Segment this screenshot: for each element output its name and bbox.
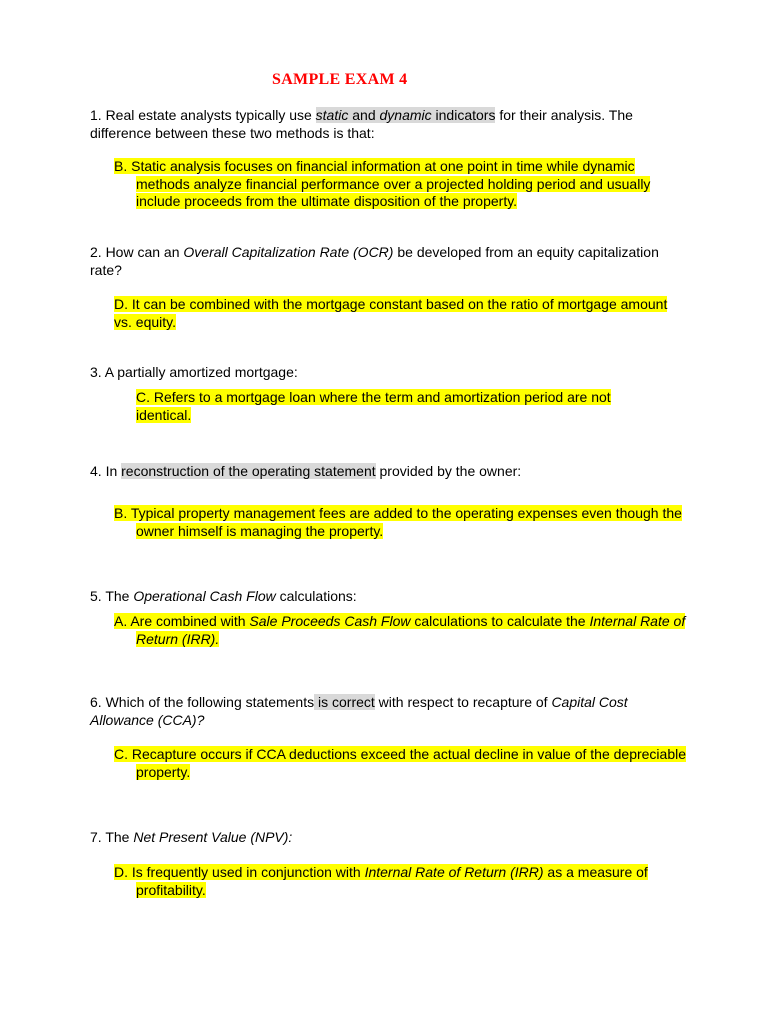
- answer-4-line-2: owner himself is managing the property.: [136, 522, 384, 539]
- answer-3: [136, 389, 696, 424]
- question-6-text: 6. Which of the following statements: [90, 694, 315, 710]
- question-5-term: Operational Cash Flow: [133, 588, 276, 604]
- question-4-highlight: reconstruction of the operating statement: [121, 463, 376, 479]
- question-4-text: 4. In: [90, 463, 122, 479]
- answer-6-line-2: property.: [136, 763, 191, 780]
- question-6-term: Capital Cost Allowance (CCA)?: [90, 694, 628, 728]
- answer-5-line-2: Return (IRR).: [136, 630, 220, 647]
- page-title: SAMPLE EXAM 4: [272, 71, 408, 88]
- question-5-text-rest: calculations:: [275, 588, 357, 604]
- question-4-text-rest: provided by the owner:: [375, 463, 522, 479]
- question-1-text: 1. Real estate analysts typically use: [90, 107, 316, 123]
- answer-3-line-1: C. Refers to a mortgage loan where the term and amortization period are not: [136, 389, 611, 405]
- question-2-text: 2. How can an: [90, 244, 184, 260]
- answer-1: [114, 158, 682, 211]
- question-1-term-dynamic: dynamic: [379, 107, 432, 123]
- answer-1-line-1: B. Static analysis focuses on financial information at one point in time while dynamic: [114, 158, 635, 174]
- question-3: 3. A partially amortized mortgage:: [90, 364, 298, 380]
- question-1-highlight: [316, 107, 496, 123]
- answer-7-term-irr: Internal Rate of Return (IRR): [364, 864, 544, 880]
- answer-5-term-sale-proceeds: Sale Proceeds Cash Flow: [249, 613, 411, 629]
- answer-6: [114, 746, 694, 781]
- question-1-connector: and: [348, 107, 380, 123]
- question-2-text-rest: be developed from an equity capitalization rate?: [90, 244, 659, 278]
- question-6-highlight: is correct: [314, 694, 375, 710]
- question-1-term-static: static: [315, 107, 349, 123]
- question-1-term-indicators: indicators: [431, 107, 496, 123]
- question-1: [90, 107, 690, 142]
- answer-7-line-1: D. Is frequently used in conjunction with Internal Rate of Return (IRR) as a measure of: [114, 864, 648, 880]
- answer-4-line-1: B. Typical property management fees are added to the operating expenses even though the: [114, 505, 682, 521]
- answer-7: [114, 864, 694, 899]
- question-6-text-rest: with respect to recapture of: [374, 694, 552, 710]
- question-2-term: Overall Capitalization Rate (OCR): [183, 244, 394, 260]
- question-2: [90, 244, 690, 279]
- answer-2-line-1: D. It can be combined with the mortgage constant based on the ratio of mortgage amount: [114, 296, 668, 312]
- question-7-text: 7. The: [90, 829, 134, 845]
- question-5-text: 5. The: [90, 588, 134, 604]
- question-5: [90, 588, 690, 606]
- answer-5-line-1: A. Are combined with Sale Proceeds Cash Flow calculations to calculate the Internal Rate of: [114, 613, 686, 629]
- answer-4: [114, 505, 694, 540]
- answer-2: [114, 296, 694, 331]
- question-4: [90, 463, 690, 481]
- answer-2-line-2: vs. equity.: [114, 313, 176, 330]
- answer-7-line-2: profitability.: [136, 881, 206, 898]
- answer-6-line-1: C. Recapture occurs if CCA deductions exceed the actual decline in value of the depreciable: [114, 746, 687, 762]
- answer-1-line-2: methods analyze financial performance over a projected holding period and usually: [136, 175, 651, 192]
- question-7: [90, 829, 690, 847]
- answer-3-line-2: identical.: [136, 406, 192, 423]
- answer-5: [114, 613, 694, 648]
- question-7-term: Net Present Value (NPV):: [133, 829, 293, 845]
- answer-1-line-3: include proceeds from the ultimate disposition of the property.: [136, 193, 518, 209]
- question-1-text-rest: for their analysis. The difference between these two methods is that:: [90, 107, 633, 141]
- question-6: [90, 694, 690, 729]
- answer-5-term-irr: Internal Rate of: [589, 613, 686, 629]
